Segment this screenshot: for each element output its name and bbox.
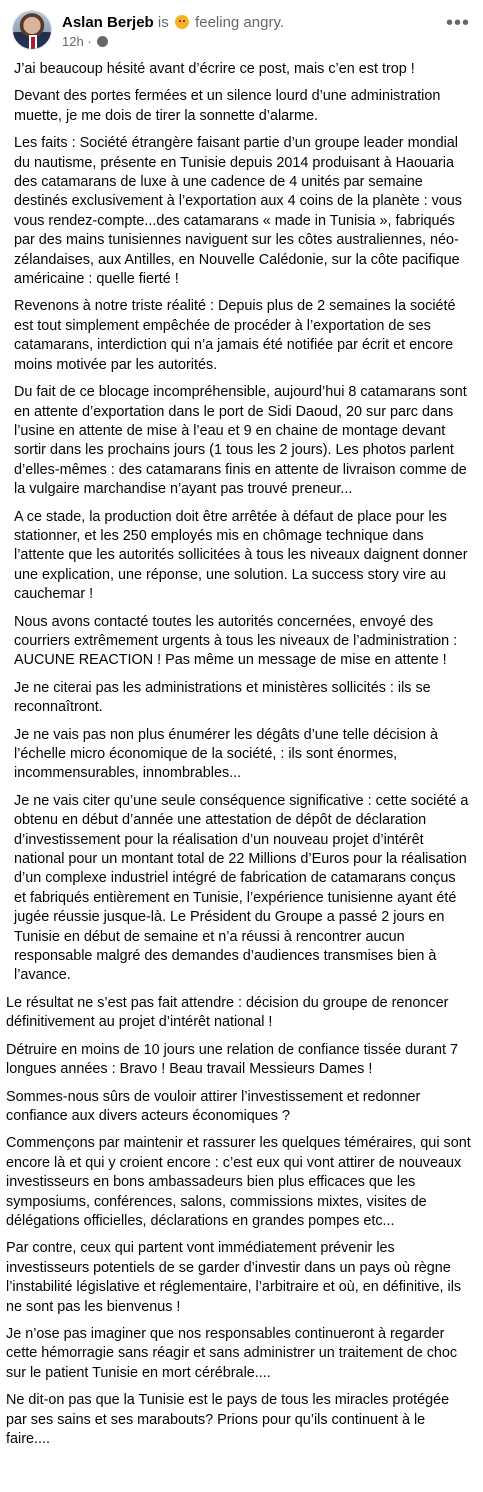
post-paragraph: Le résultat ne s’est pas fait attendre : décision du groupe de renoncer définitivement au projet d’intérêt national ! <box>6 994 449 1031</box>
post-paragraph: J’ai beaucoup hésité avant d’écrire ce post, mais c’en est trop ! <box>14 61 415 77</box>
feeling-prefix: is <box>157 14 169 31</box>
angry-face-emoji-icon <box>175 15 189 29</box>
post-meta <box>62 34 108 50</box>
post-paragraph: Je ne citerai pas les administrations et ministères sollicités : ils se reconnaîtront. <box>14 679 431 716</box>
post-header <box>12 10 474 54</box>
post-paragraph: Nous avons contacté toutes les autorités concernées, envoyé des courriers extrêmement urgents à tous les niveaux de l’administration : AUCUNE REACTION ! Pas même un message de mise en attente ! <box>14 613 458 669</box>
post-paragraph: A ce stade, la production doit être arrêtée à défaut de place pour les stationner, et les 250 employés mis en chômage technique dans l’attente que les autorités sollicitées à tous les niveaux daignent donner une explication, une réponse, une solution. La success story vire au cauchemar ! <box>14 508 468 603</box>
avatar[interactable] <box>12 10 52 50</box>
post-paragraph: Devant des portes fermées et un silence lourd d’une administration muette, je me dois de tirer la sonnette d’alarme. <box>14 88 441 124</box>
post-paragraph: Revenons à notre triste réalité : Depuis plus de 2 semaines la société est tout simplement empêchée de procéder à l’exportation de ses catamarans, interdiction qui n’a jamais été notifiée par écrit et encore moins motivée par les autorités. <box>14 298 456 373</box>
post-paragraph: Je ne vais pas non plus énumérer les dégâts d’une telle décision à l’échelle micro économique de la société, : ils sont énormes, incommensurables, innombrables... <box>14 726 438 782</box>
post-body <box>0 60 483 1457</box>
author-name[interactable]: Aslan Berjeb <box>62 14 154 31</box>
globe-icon <box>97 36 108 47</box>
avatar-tie <box>31 37 35 50</box>
meta-separator: · <box>87 34 92 49</box>
post-paragraph: Sommes-nous sûrs de vouloir attirer l’investissement et redonner confiance aux divers acteurs économiques ? <box>6 1088 421 1124</box>
post-paragraph: Par contre, ceux qui partent vont immédiatement prévenir les investisseurs potentiels de se garder d’investir dans un pays où règne l’instabilité législative et réglementaire, l’arbitraire et où, en définitive, ils ne sont pas les bienvenus ! <box>6 1240 462 1315</box>
author-line <box>62 14 284 32</box>
feeling-text: feeling angry. <box>195 14 285 31</box>
post-paragraph: Je n’ose pas imaginer que nos responsables continueront à regarder cette hémorragie sans réagir et sans administrer un traitement de choc sur le patient Tunisie en mort cérébrale.... <box>6 1325 458 1381</box>
post-time[interactable]: 12h <box>62 34 84 49</box>
post-paragraph: Je ne vais citer qu’une seule conséquence significative : cette société a obtenu en début d’année une attestation de dépôt de déclaration d’investissement pour la réalisation d’un nouveau projet d’intérêt national pour un montant total de 22 Millions d’Euros pour la réalisation d’un complexe industriel intégré de fabrication de catamarans conçus et fabriqués entièrement en Tunisie, l’expérience tunisienne ayant été jugée réussie jusque-là. Le Président du Groupe a passé 2 jours en Tunisie en début de semaine et n’a réussi à rencontrer aucun responsable malgré des demandes d’audiences transmises bien à l’avance. <box>14 792 469 984</box>
post-paragraph: Du fait de ce blocage incompréhensible, aujourd’hui 8 catamarans sont en attente d’exportation dans le port de Sidi Daoud, 20 sur parc dans l’usine en attente de mise à l’eau et 9 en chaine de montage devant sortir dans les prochains jours (1 tous les 2 jours). Les photos parlent d’elles-mêmes : des catamarans finis en attente de livraison comme de la vulgaire marchandise n’ayant pas trouvé preneur... <box>14 384 467 498</box>
post-paragraph: Commençons par maintenir et rassurer les quelques téméraires, qui sont encore là et qui y croient encore : c’est eux qui vont attirer de nouveaux investisseurs en bons ambassadeurs bien plus efficaces que les symposiums, conférences, salons, commissions mixtes, visites de délégations officielles, déclarations en grandes pompes etc... <box>6 1135 471 1229</box>
post-paragraph: Les faits : Société étrangère faisant partie d’un groupe leader mondial du nautisme, présente en Tunisie depuis 2014 produisant à Haouaria des catamarans de luxe à une cadence de 4 unités par semaine destinés exclusivement à l’exportation aux 4 coins de la planète : vous vous rendez-compte...des catamarans « made in Tunisia », fabriqués par des mains tunisiennes naviguent sur les côtes australiennes, néo-zélandaises, aux Antilles, en Nouvelle Calédonie, sur la côte pacifique américaine : quelle fierté ! <box>14 135 462 288</box>
post-paragraph: Ne dit-on pas que la Tunisie est le pays de tous les miracles protégée par ses sains et ses marabouts? Prions pour qu’ils continuent à le faire.... <box>6 1392 450 1447</box>
post-paragraph: Détruire en moins de 10 jours une relation de confiance tissée durant 7 longues années : Bravo ! Beau travail Messieurs Dames ! <box>6 1041 458 1078</box>
more-options-button[interactable]: ••• <box>445 12 470 34</box>
